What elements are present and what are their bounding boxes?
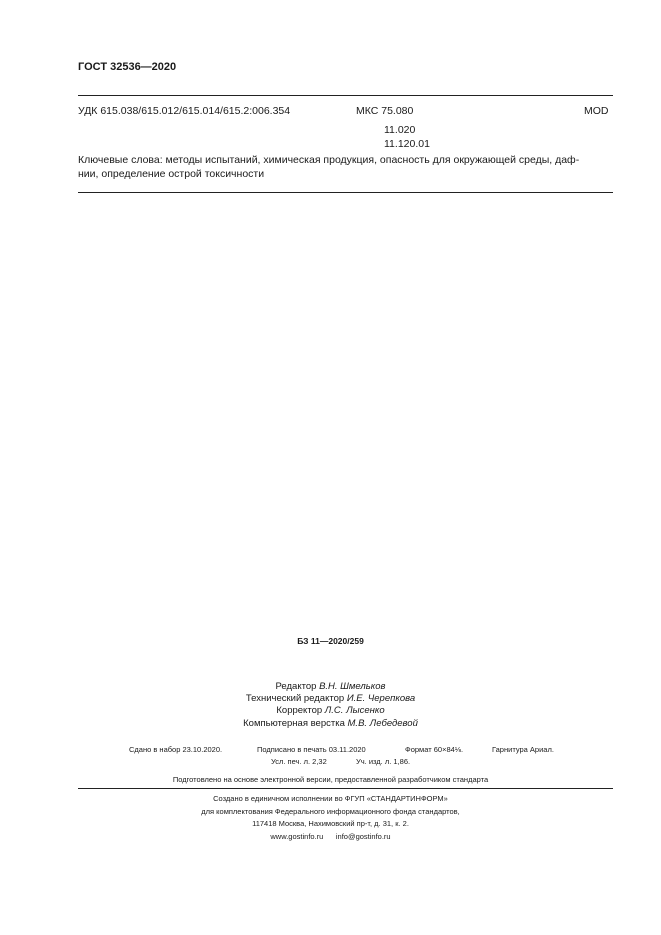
paper-format: Формат 60×84⅛. (405, 745, 464, 754)
staff-role: Редактор (275, 681, 317, 692)
mod-marker: MOD (584, 105, 609, 117)
staff-name: И.Е. Черепкова (346, 693, 416, 705)
staff-tech-editor (0, 693, 661, 705)
staff-role: Компьютерная верстка (243, 717, 345, 729)
signed-date: Подписано в печать 03.11.2020 (257, 745, 366, 754)
publishing-sheets: Уч. изд. л. 1,86. (356, 757, 411, 766)
publisher-line-1: Создано в единичном исполнении во ФГУП «СТАНДАРТИНФОРМ» (213, 794, 448, 803)
staff-role: Технический редактор (245, 693, 345, 705)
publisher-line-2: для комплектования Федерального информационного фонда стандартов, (201, 806, 460, 816)
publisher-address: 117418 Москва, Нахимовский пр-т, д. 31, к. 2. (252, 819, 409, 828)
staff-role: Корректор (276, 705, 323, 717)
staff-name: М.В. Лебедевой (347, 717, 418, 729)
staff-credits (0, 681, 661, 730)
footer-divider (78, 788, 613, 789)
keywords-line-2: нии, определение острой токсичности (78, 168, 265, 180)
print-sheets: Усл. печ. л. 2,32 (271, 757, 327, 766)
submitted-date: Сдано в набор 23.10.2020. (129, 745, 223, 754)
bz-number: БЗ 11—2020/259 (297, 636, 364, 646)
typeface: Гарнитура Ариал. (492, 745, 554, 754)
keywords-divider (78, 192, 613, 193)
mks-code-3: 11.120.01 (384, 138, 430, 150)
mks-code-2: 11.020 (384, 124, 416, 136)
udk-code: УДК 615.038/615.012/615.014/615.2:006.354 (78, 105, 291, 117)
mks-code: МКС 75.080 (356, 105, 414, 117)
keywords (78, 153, 614, 181)
publisher-info (0, 793, 661, 843)
website-link[interactable]: www.gostinfo.ru (270, 831, 324, 841)
staff-name: Л.С. Лысенко (324, 705, 385, 717)
document-number: ГОСТ 32536—2020 (78, 61, 177, 73)
staff-editor (0, 681, 661, 693)
staff-layout (0, 718, 661, 730)
staff-name: В.Н. Шмельков (319, 681, 386, 692)
staff-proofreader (0, 705, 661, 717)
email-link[interactable]: info@gostinfo.ru (335, 831, 391, 841)
prepared-note: Подготовлено на основе электронной версии, предоставленной разработчиком стандарта (172, 775, 489, 784)
keywords-line-1: Ключевые слова: методы испытаний, химическая продукция, опасность для окружающей среды, даф- (78, 154, 580, 166)
top-divider (78, 95, 613, 96)
publisher-contacts (0, 831, 661, 844)
